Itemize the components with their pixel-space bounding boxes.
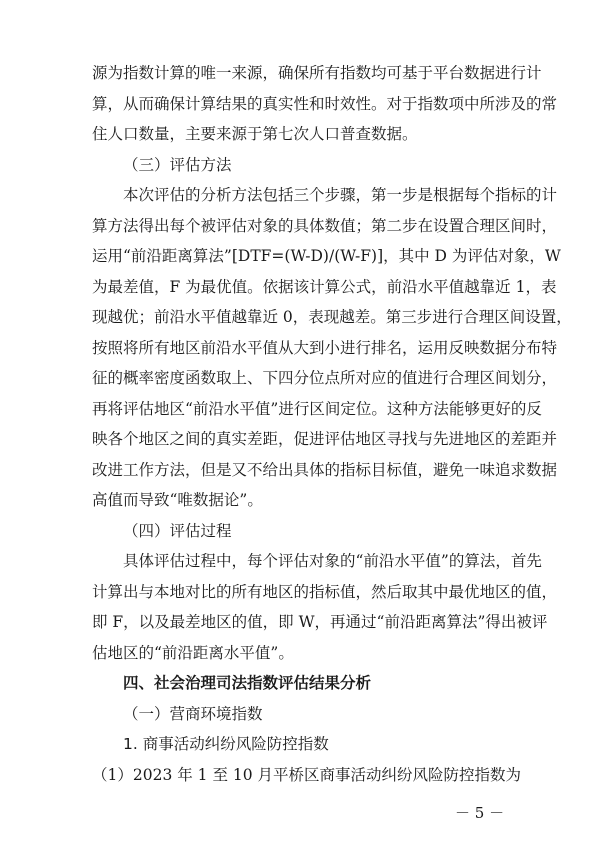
paragraph-line: 现越优；前沿水平值越靠近 0，表现越差。第三步进行合理区间设置，	[92, 308, 572, 326]
paragraph-line: 高值而导致“唯数据论”。	[92, 491, 263, 509]
paragraph-line: 为最差值，F 为最优值。依据该计算公式，前沿水平值越靠近 1，表	[92, 277, 557, 296]
section-heading-evaluation-method: （三）评估方法	[123, 155, 232, 174]
paragraph-line: 按照将所有地区前沿水平值从大到小进行排名，运用反映数据分布特	[92, 338, 558, 357]
paragraph-line: 源为指数计算的唯一来源，确保所有指数均可基于平台数据进行计	[92, 64, 542, 82]
paragraph-line: 本次评估的分析方法包括三个步骤，第一步是根据每个指标的计	[123, 186, 558, 204]
subsection-heading-business-environment: （一）营商环境指数	[123, 704, 263, 723]
paragraph-line: 即 F，以及最差地区的值，即 W，再通过“前沿距离算法”得出被评	[92, 613, 548, 631]
paragraph-line: 住人口数量，主要来源于第七次人口普查数据。	[92, 125, 418, 143]
paragraph-line: （1）2023 年 1 至 10 月平桥区商事活动纠纷风险防控指数为	[92, 765, 522, 784]
paragraph-line: 估地区的“前沿距离水平值”。	[92, 643, 294, 662]
item-heading: 1. 商事活动纠纷风险防控指数	[123, 735, 329, 753]
paragraph-line: 征的概率密度函数取上、下四分位点所对应的值进行合理区间划分，	[92, 369, 558, 387]
page-number: － 5 －	[455, 804, 505, 822]
paragraph-line: 运用“前沿距离算法”[DTF=(W-D)/(W-F)]，其中 D 为评估对象，W	[92, 247, 561, 265]
section-heading-evaluation-process: （四）评估过程	[123, 521, 232, 540]
paragraph-line: 改进工作方法，但是又不给出具体的指标目标值，避免一味追求数据	[92, 460, 558, 479]
paragraph-line: 计算出与本地对比的所有地区的指标值，然后取其中最优地区的值，	[92, 582, 558, 601]
paragraph-line: 算，从而确保计算结果的真实性和时效性。对于指数项中所涉及的常	[92, 94, 558, 113]
paragraph-line: 具体评估过程中，每个评估对象的“前沿水平值”的算法，首先	[123, 552, 542, 570]
paragraph-line: 映各个地区之间的真实差距，促进评估地区寻找与先进地区的差距并	[92, 430, 558, 448]
paragraph-line: 算方法得出每个被评估对象的具体数值；第二步在设置合理区间时，	[92, 216, 558, 235]
chapter-heading: 四、社会治理司法指数评估结果分析	[123, 674, 372, 692]
paragraph-line: 再将评估地区“前沿水平值”进行区间定位。这种方法能够更好的反	[92, 399, 542, 418]
